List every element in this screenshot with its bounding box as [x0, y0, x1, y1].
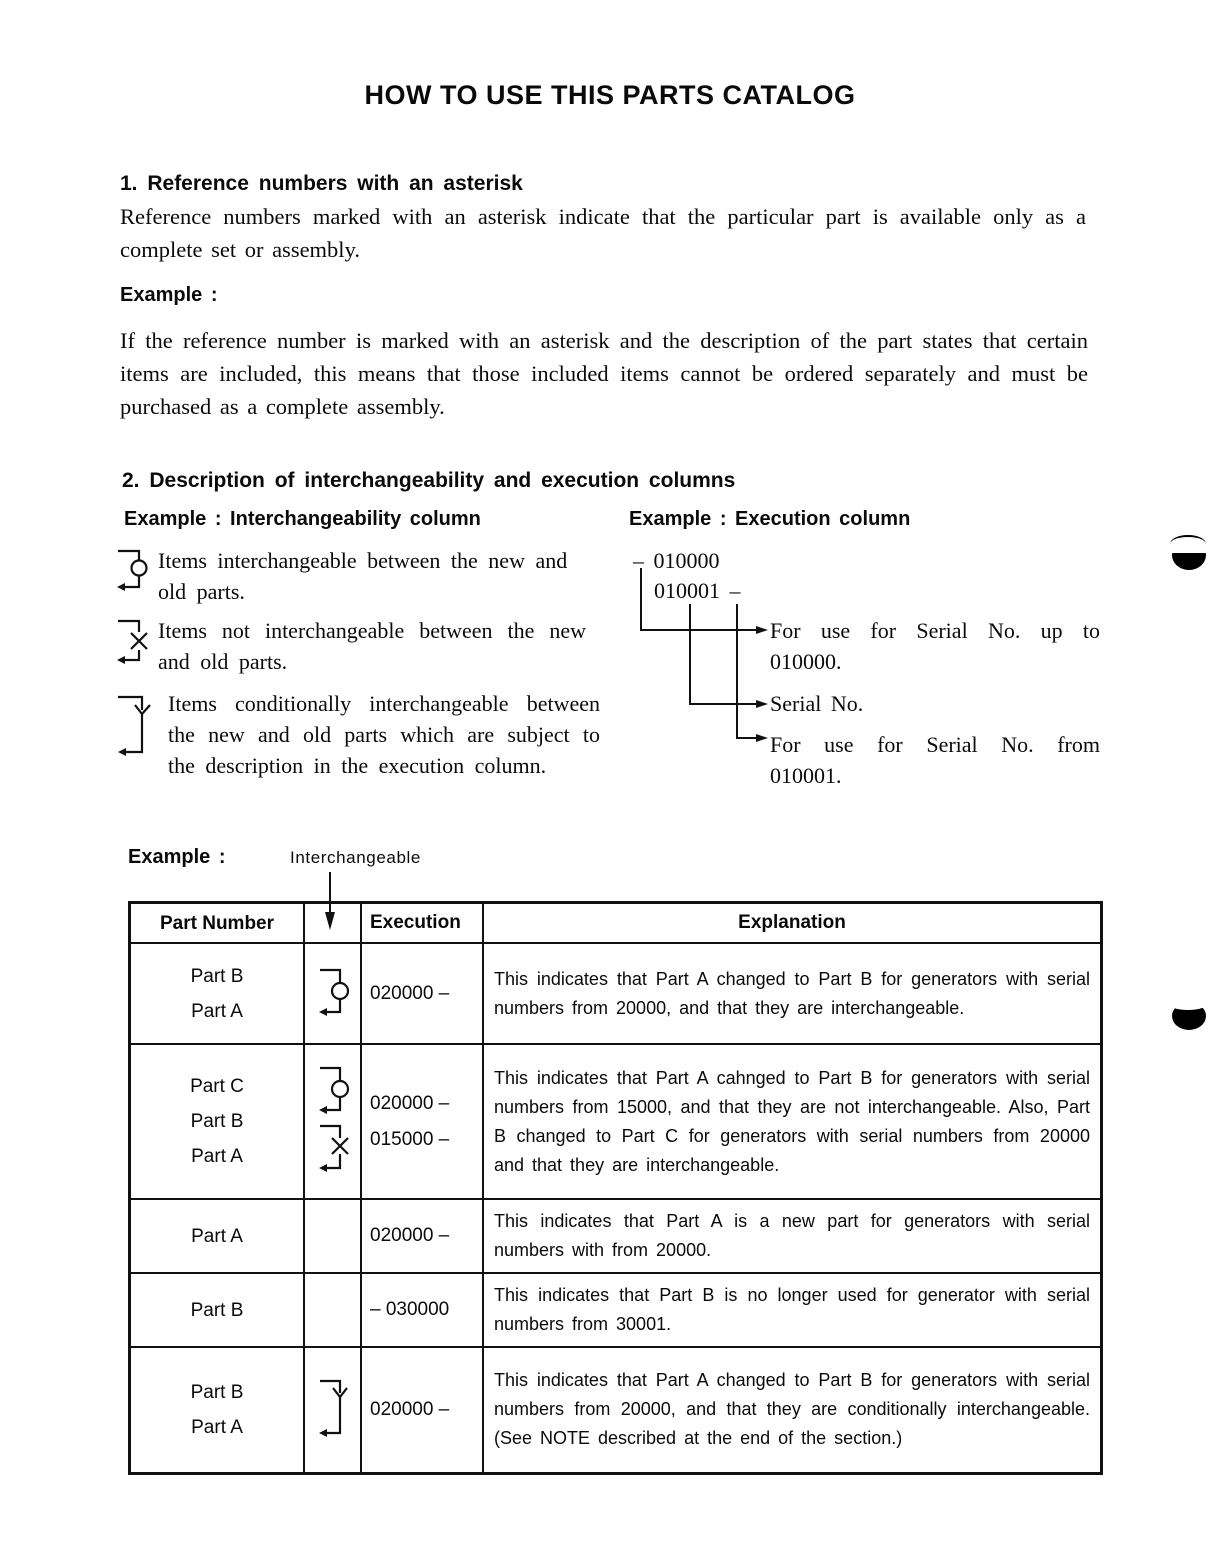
part-label: Part B	[190, 1299, 244, 1321]
conditionally-interchangeable-symbol-icon	[316, 1377, 350, 1443]
binder-hole-bottom-mask	[1168, 996, 1208, 1010]
part-label: Part A	[191, 1000, 243, 1022]
explanation-text: This indicates that Part A is a new part for generators with serial numbers with from 20000.	[483, 1199, 1102, 1273]
part-label: Part A	[191, 1225, 243, 1247]
header-part-number: Part Number	[130, 903, 305, 944]
execution-bracket-diagram	[630, 560, 770, 750]
execution-value: 015000 –	[370, 1128, 450, 1150]
explanation-text: This indicates that Part A changed to Part B for generators with serial numbers from 20000, and that they are interchangeable.	[483, 943, 1102, 1044]
interchangeable-pointer-label: Interchangeable	[290, 848, 421, 867]
execution-line-up-to: – 010000	[633, 548, 720, 573]
section-1-heading: 1. Reference numbers with an asterisk	[120, 172, 523, 195]
execution-value: – 030000	[370, 1299, 450, 1320]
section-1-body: Reference numbers marked with an asterisk indicate that the particular part is available only as a complete set or assembly.	[120, 204, 1086, 262]
interchangeable-symbol-icon	[115, 548, 155, 598]
table-row	[130, 1044, 1102, 1199]
section-1-example-text: If the reference number is marked with an asterisk and the description of the part states that certain items are included, this means that those included items cannot be ordered separately and must be purchased as a complete assembly.	[120, 328, 1088, 419]
execution-value: 020000 –	[370, 1225, 450, 1246]
not-interchangeable-symbol-icon	[115, 618, 155, 670]
interchangeable-and-not-interchangeable-symbol-icon	[316, 1064, 350, 1180]
table-row	[130, 1199, 1102, 1273]
part-label: Part A	[191, 1416, 243, 1438]
header-execution: Execution	[361, 903, 483, 944]
section-1-example-label: Example :	[120, 284, 218, 306]
part-label: Part A	[191, 1146, 243, 1167]
execution-value: 020000 –	[370, 982, 450, 1004]
interchangeability-example-label: Example : Interchangeability column	[124, 508, 481, 530]
conditionally-interchangeable-symbol-icon	[115, 694, 155, 764]
header-explanation: Explanation	[483, 903, 1102, 944]
table-row	[130, 1347, 1102, 1473]
section-2-heading: 2. Description of interchangeability and execution columns	[122, 469, 736, 492]
legend-item-conditionally-interchangeable: Items conditionally interchangeable between the new and old parts which are subject to the description in the execution column.	[168, 691, 600, 778]
execution-example-label: Example : Execution column	[629, 508, 911, 530]
execution-note-serial: Serial No.	[770, 691, 864, 716]
execution-value: 020000 –	[370, 1092, 450, 1114]
execution-line-from: 010001 –	[654, 578, 741, 603]
execution-note-from: For use for Serial No. from 010001.	[770, 732, 1100, 788]
part-label: Part C	[190, 1076, 244, 1097]
header-interchangeable	[304, 903, 361, 944]
explanation-text: This indicates that Part A cahnged to Part B for generators with serial numbers from 15000, and that they are not interchangeable. Also, Part B changed to Part C for generators with serial numbers from 20000 and that they are interchangeable.	[483, 1044, 1102, 1199]
table-example-label: Example :	[128, 846, 226, 868]
binder-hole-top-highlight	[1170, 535, 1206, 553]
legend-item-not-interchangeable: Items not interchangeable between the new and old parts.	[158, 618, 586, 674]
part-label: Part B	[190, 965, 244, 987]
execution-note-up-to: For use for Serial No. up to 010000.	[770, 618, 1100, 674]
interchangeable-symbol-icon	[316, 966, 350, 1022]
explanation-text: This indicates that Part B is no longer used for generator with serial numbers from 30001.	[483, 1273, 1102, 1347]
legend-item-interchangeable: Items interchangeable between the new and old parts.	[158, 548, 568, 604]
page-title: HOW TO USE THIS PARTS CATALOG	[364, 80, 856, 110]
part-label: Part B	[190, 1381, 244, 1403]
execution-value: 020000 –	[370, 1398, 450, 1420]
explanation-text: This indicates that Part A changed to Part B for generators with serial numbers from 20000, and that they are conditionally interchangeable. (See NOTE described at the end of the section.)	[483, 1347, 1102, 1473]
parts-example-table	[128, 901, 1103, 1475]
table-row	[130, 1273, 1102, 1347]
part-label: Part B	[190, 1111, 244, 1132]
table-row	[130, 943, 1102, 1044]
